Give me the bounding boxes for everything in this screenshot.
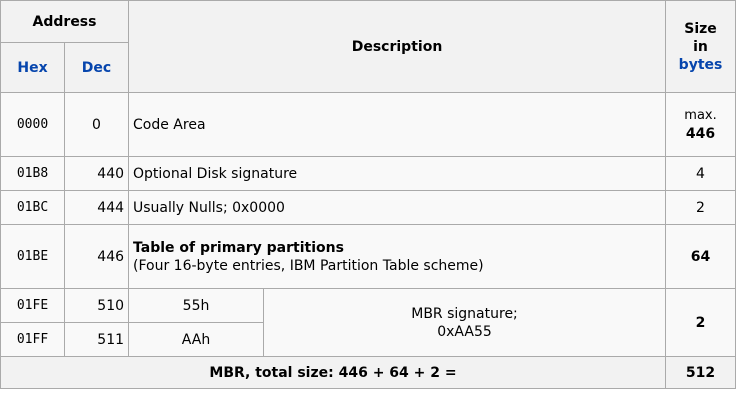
value-cell: 55h [129, 289, 264, 323]
dec-cell: 446 [65, 225, 129, 289]
size-value: 446 [685, 125, 716, 142]
hex-cell: 01BE [1, 225, 65, 289]
signature-label: MBR signature; [411, 305, 518, 322]
header-row-1 [1, 1, 736, 43]
table-row [1, 225, 736, 289]
bytes-link[interactable]: bytes [678, 56, 723, 73]
description-cell [129, 225, 666, 289]
total-size-value: 512 [666, 357, 736, 389]
size-cell: 64 [666, 225, 736, 289]
signature-size-cell: 2 [666, 289, 736, 357]
footer-row [1, 357, 736, 389]
hex-cell: 01BC [1, 191, 65, 225]
hex-cell: 01FF [1, 323, 65, 357]
size-header [666, 1, 736, 93]
size-cell [666, 93, 736, 157]
description-cell: Optional Disk signature [129, 157, 666, 191]
dec-cell: 0 [65, 93, 129, 157]
dec-cell: 511 [65, 323, 129, 357]
size-cell: 2 [666, 191, 736, 225]
dec-cell: 444 [65, 191, 129, 225]
description-cell: Usually Nulls; 0x0000 [129, 191, 666, 225]
value-cell: AAh [129, 323, 264, 357]
size-cell: 4 [666, 157, 736, 191]
description-cell: Code Area [129, 93, 666, 157]
size-header-line1: Size [684, 20, 717, 37]
hex-cell: 01B8 [1, 157, 65, 191]
table-row [1, 191, 736, 225]
hex-cell: 01FE [1, 289, 65, 323]
description-subtitle: (Four 16-byte entries, IBM Partition Table scheme) [133, 257, 484, 274]
description-header: Description [129, 1, 666, 93]
dec-cell: 510 [65, 289, 129, 323]
total-size-label: MBR, total size: 446 + 64 + 2 = [1, 357, 666, 389]
dec-header-link[interactable]: Dec [65, 43, 129, 93]
address-header: Address [1, 1, 129, 43]
table-row [1, 289, 736, 323]
dec-cell: 440 [65, 157, 129, 191]
table-row [1, 157, 736, 191]
table-row [1, 93, 736, 157]
hex-header-link[interactable]: Hex [1, 43, 65, 93]
size-header-line2: in [693, 38, 708, 55]
signature-value: 0xAA55 [437, 323, 492, 340]
hex-cell: 0000 [1, 93, 65, 157]
size-prefix: max. [684, 107, 717, 123]
signature-cell [264, 289, 666, 357]
description-title: Table of primary partitions [133, 239, 344, 256]
